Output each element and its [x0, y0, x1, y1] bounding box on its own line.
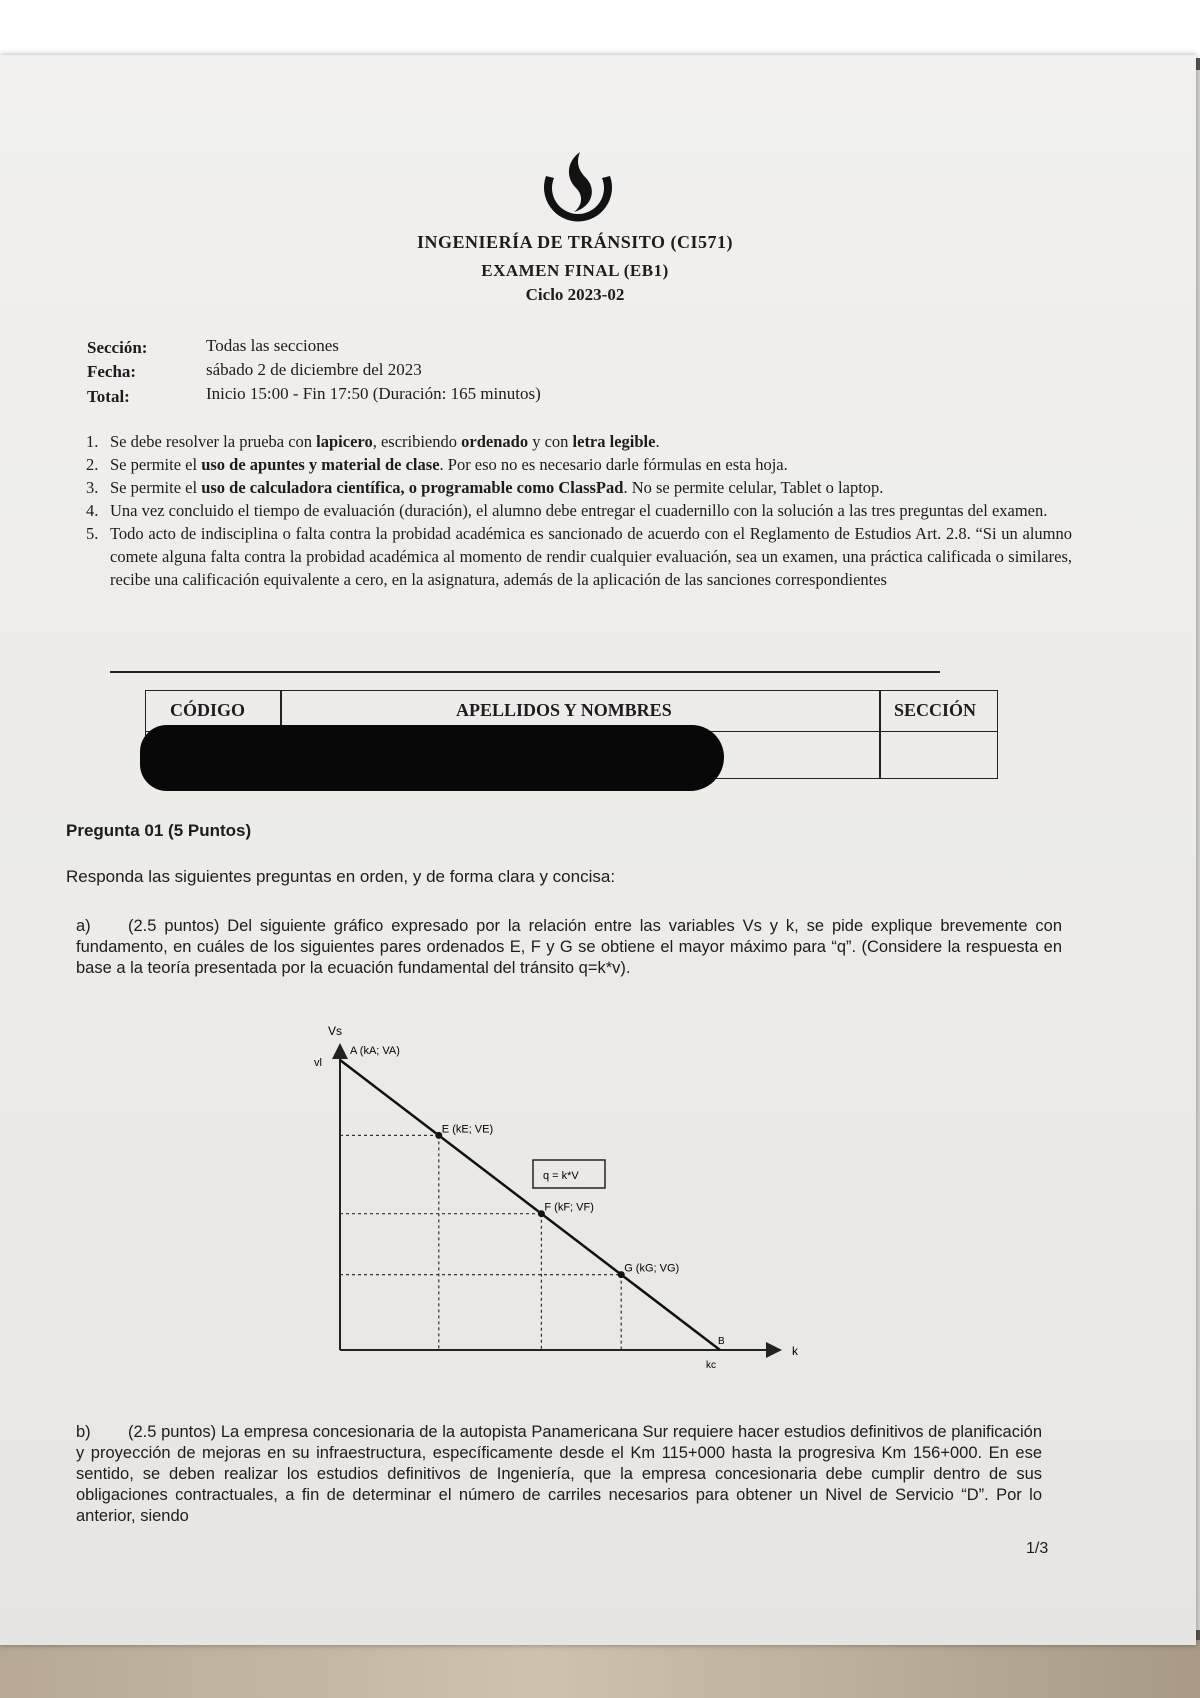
- instruction-number: 4.: [86, 501, 99, 520]
- university-logo: [536, 148, 620, 228]
- instruction-text: uso de apuntes y material de clase: [201, 455, 440, 474]
- speed-density-chart: [300, 1020, 830, 1390]
- code-header: CÓDIGO: [170, 700, 246, 720]
- total-value: Inicio 15:00 - Fin 17:50 (Duración: 165 minutos): [206, 384, 541, 403]
- instruction-number: 2.: [86, 455, 99, 474]
- point-label-B: B: [718, 1336, 725, 1347]
- instruction-item: [82, 430, 1072, 453]
- instruction-text: Se permite el: [110, 455, 202, 474]
- instruction-text: Todo acto de indisciplina o falta contra la probidad académica es sancionado de acuerdo con el Reglamento de Estudios Art. 2.8. “Si un alumno comete alguna falta contra la probidad académica al momento de rendir cualquier evaluación, sea un examen, una práctica calificada o similares, recibe una calificación equivalente a cero, en la asignatura, además de la aplicación de las sanciones correspondientes: [110, 524, 1072, 589]
- instruction-text: ordenado: [461, 432, 529, 451]
- point-label-E: E (kE; VE): [441, 1123, 494, 1136]
- instruction-text: lapicero: [316, 432, 373, 451]
- instruction-number: 3.: [86, 478, 99, 497]
- names-header: APELLIDOS Y NOMBRES: [456, 700, 672, 720]
- instruction-text: .: [655, 432, 660, 451]
- instruction-text: . Por eso no es necesario darle fórmulas en esta hoja.: [439, 455, 788, 474]
- instruction-item: [82, 499, 1072, 522]
- instruction-text: uso de calculadora científica, o programable como ClassPad: [201, 478, 624, 497]
- part-b: [76, 1422, 1042, 1527]
- section-header: SECCIÓN: [894, 700, 977, 720]
- point-label-F: F (kF; VF): [544, 1201, 594, 1214]
- instruction-text: Se debe resolver la prueba con: [110, 432, 317, 451]
- section-label: Sección:: [87, 338, 148, 357]
- redaction-mark: [140, 725, 724, 791]
- part-a-label: a): [76, 917, 91, 935]
- instructions-list: [82, 430, 1072, 591]
- part-a: [76, 916, 1062, 979]
- question-intro: Responda las siguientes preguntas en orden, y de forma clara y concisa:: [66, 867, 616, 886]
- part-b-text: (2.5 puntos) La empresa concesionaria de la autopista Panamericana Sur requiere hacer estudios definitivos de planificación y proyección de mejoras en su infraestructura, específicamente desde el Km 115+000 hasta la progresiva Km 156+000. En ese sentido, se deben realizar los estudios definitivos de Ingeniería, que la empresa concesionaria debe cumplir dentro de sus obligaciones contractuales, a fin de determinar el número de carriles necesarios para obtener un Nivel de Servicio “D”. Por lo anterior, siendo: [76, 1423, 1042, 1525]
- instruction-number: 1.: [86, 432, 99, 451]
- date-value: sábado 2 de diciembre del 2023: [206, 360, 422, 379]
- instruction-number: 5.: [86, 524, 99, 543]
- formula-text: q = k*V: [543, 1170, 579, 1182]
- section-value: Todas las secciones: [206, 336, 339, 355]
- instruction-item: [82, 453, 1072, 476]
- page-number: 1/3: [1026, 1540, 1049, 1557]
- question-title: Pregunta 01 (5 Puntos): [66, 821, 252, 840]
- instruction-text: letra legible: [572, 432, 656, 451]
- instruction-text: Se permite el: [110, 478, 202, 497]
- part-a-text: (2.5 puntos) Del siguiente gráfico expresado por la relación entre las variables Vs y k, se pide explique brevemente con fundamento, en cuáles de los siguientes pares ordenados E, F y G se obtiene el mayor máximo para “q”. (Considere la respuesta en base a la teoría presentada por la ecuación fundamental del tránsito q=k*v).: [76, 917, 1062, 977]
- x-axis-label: k: [792, 1344, 798, 1358]
- cycle-label: Ciclo 2023-02: [525, 285, 625, 304]
- instruction-text: y con: [528, 432, 573, 451]
- y-intercept-label: vl: [314, 1057, 322, 1069]
- date-label: Fecha:: [87, 362, 137, 381]
- instruction-text: . No se permite celular, Tablet o laptop.: [623, 478, 884, 497]
- part-b-label: b): [76, 1423, 91, 1441]
- point-label-G: G (kG; VG): [624, 1262, 680, 1275]
- instruction-text: , escribiendo: [372, 432, 462, 451]
- y-axis-label: Vs: [328, 1024, 343, 1038]
- exam-title: EXAMEN FINAL (EB1): [481, 261, 669, 280]
- instruction-item: [82, 476, 1072, 499]
- total-label: Total:: [87, 387, 130, 406]
- instruction-text: Una vez concluido el tiempo de evaluación (duración), el alumno debe entregar el cuadernillo con la solución a las tres preguntas del examen.: [110, 501, 1048, 520]
- point-label-A: A (kA; VA): [350, 1045, 400, 1057]
- speed-density-line: [340, 1060, 720, 1350]
- divider: [110, 671, 940, 673]
- course-title: INGENIERÍA DE TRÁNSITO (CI571): [417, 232, 733, 252]
- instruction-item: [82, 522, 1072, 591]
- x-intercept-label: kc: [706, 1360, 716, 1371]
